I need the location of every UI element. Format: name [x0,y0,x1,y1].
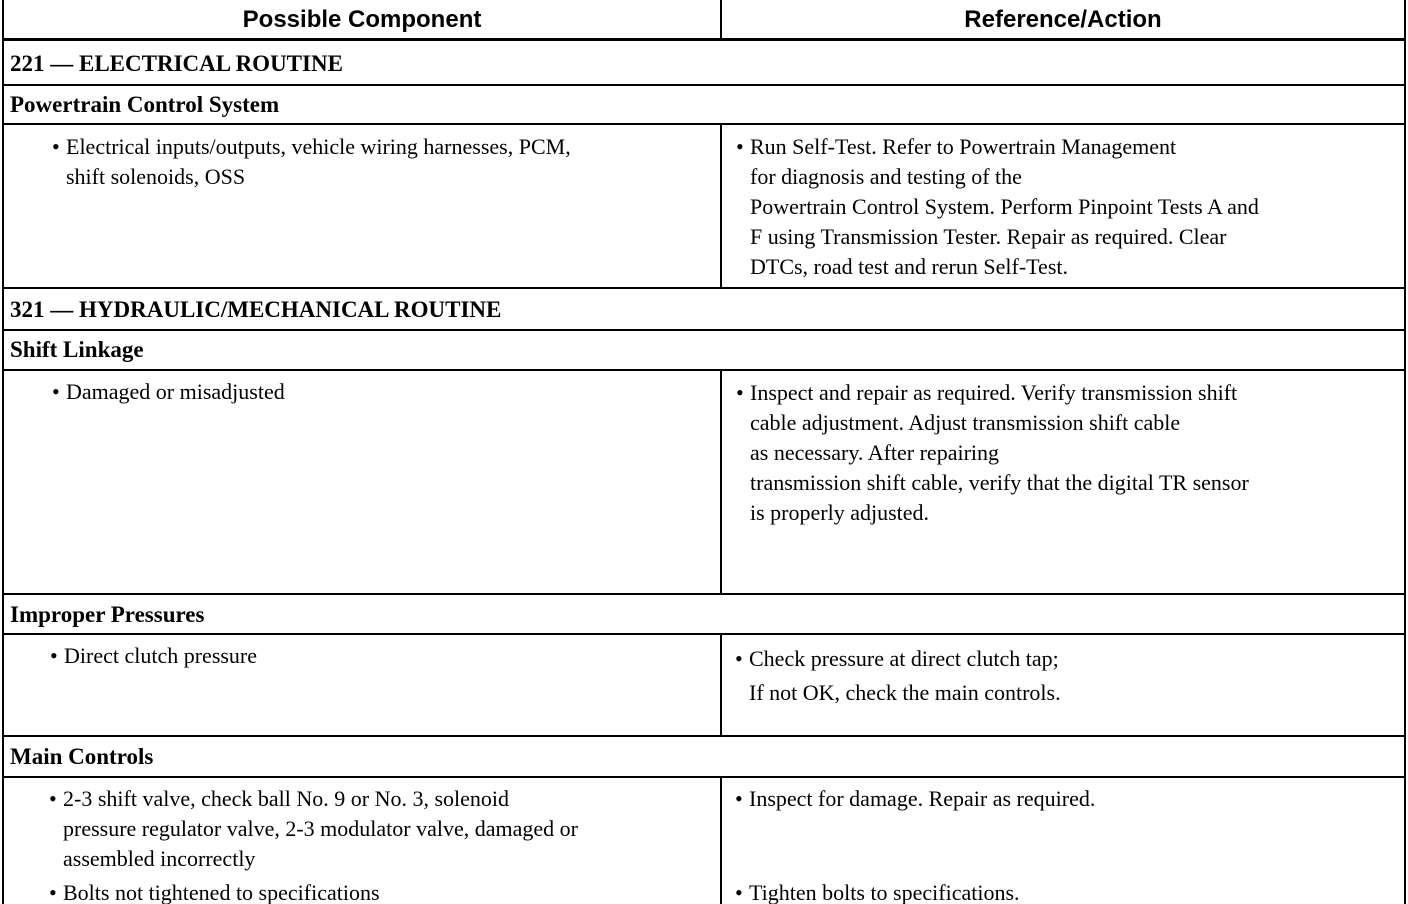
section-title-221: 221 — ELECTRICAL ROUTINE [10,51,343,76]
table-border-left [2,0,4,904]
row-rule [2,593,1406,595]
main-controls-component-cell [49,784,715,904]
list-item: • Inspect and repair as required. Verify transmission shift cable adjustment. Adjust transmission shift cable as necessary. After repairing transmission shift cable, verify that the digital TR sensor is properly adjusted. [736,380,1249,525]
column-divider [720,370,722,594]
bullet-glyph: • [49,880,57,904]
row-rule [2,633,1406,635]
shift-linkage-component-cell [52,377,716,407]
list-item: • Run Self-Test. Refer to Powertrain Management for diagnosis and testing of the Powertrain Control System. Perform Pinpoint Tests A and F using Transmission Tester. Repair as required. Clear DTCs, road test and rerun Self-Test. [736,134,1259,279]
list-item: • Check pressure at direct clutch tap; If not OK, check the main controls. [749,642,1399,710]
bullet-glyph: • [50,643,58,668]
bullet-glyph: • [735,646,743,671]
column-header-component: Possible Component [242,6,482,33]
row-rule [2,735,1406,737]
bullet-glyph: • [52,134,60,159]
bullet-glyph: • [735,786,743,811]
list-item: • Damaged or misadjusted [66,377,716,407]
list-item: • Tighten bolts to specifications. [749,878,1399,904]
table-border-right [1404,0,1406,904]
list-item: • 2-3 shift valve, check ball No. 9 or No. 3, solenoid pressure regulator valve, 2-3 modulator valve, damaged or assembled incorrectly [49,786,578,871]
subsection-title-shift-linkage: Shift Linkage [10,337,144,362]
main-controls-action-cell [735,784,1399,904]
column-divider [720,777,722,904]
subsection-title-improper-pressures: Improper Pressures [10,602,205,627]
improper-pressures-action-cell [735,642,1399,710]
column-divider [720,634,722,736]
bullet-glyph: • [736,134,744,159]
bullet-glyph: • [52,379,60,404]
row-rule [2,287,1406,289]
section-title-321: 321 — HYDRAULIC/MECHANICAL ROUTINE [10,297,502,322]
row-rule [2,38,1406,41]
list-item: • Inspect for damage. Repair as required. [749,784,1399,814]
pcs-component-cell [52,132,716,192]
list-item: • Bolts not tightened to specifications [63,878,715,904]
pcs-action-cell [736,132,1400,282]
bullet-glyph: • [736,380,744,405]
column-header-action: Reference/Action [964,6,1162,33]
subsection-title-main-controls: Main Controls [10,744,154,769]
subsection-title-pcs: Powertrain Control System [10,92,280,117]
shift-linkage-action-cell [736,378,1400,528]
list-item: • Electrical inputs/outputs, vehicle wiring harnesses, PCM, shift solenoids, OSS [52,134,571,189]
list-item: • Direct clutch pressure [64,641,714,671]
improper-pressures-component-cell [50,641,714,671]
column-divider [720,124,722,288]
row-rule [2,369,1406,371]
row-rule [2,776,1406,778]
bullet-glyph: • [735,880,743,904]
bullet-glyph: • [49,786,57,811]
